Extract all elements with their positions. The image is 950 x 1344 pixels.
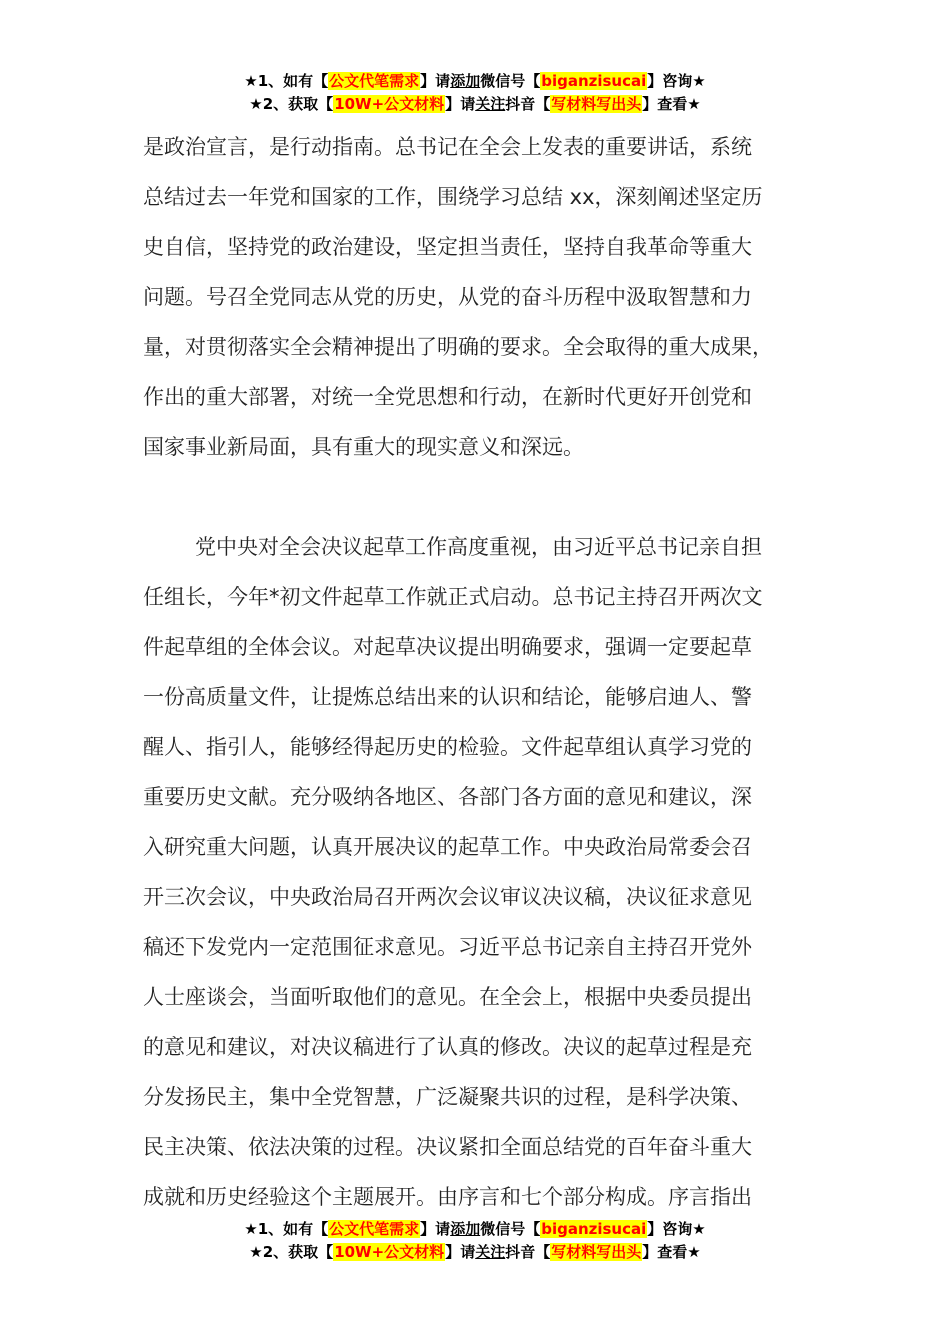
text-line: 的意见和建议，对决议稿进行了认真的修改。决议的起草过程是充: [143, 1035, 752, 1059]
text-line: 入研究重大问题，认真开展决议的起草工作。中央政治局常委会召: [143, 835, 752, 859]
paragraph-1: [143, 122, 823, 472]
text-line: 党中央对全会决议起草工作高度重视，由习近平总书记亲自担: [195, 535, 762, 559]
text-line: 重要历史文献。充分吸纳各地区、各部门各方面的意见和建议，深: [143, 785, 752, 809]
text-line: 一份高质量文件，让提炼总结出来的认识和结论，能够启迪人、警: [143, 685, 752, 709]
banner-highlight-wechat-id: biganzisucai: [541, 1220, 647, 1238]
banner-line-1: [0, 70, 950, 93]
text-line: 人士座谈会，当面听取他们的意见。在全会上，根据中央委员提出: [143, 985, 752, 1009]
text-line: 开三次会议，中央政治局召开两次会议审议决议稿，决议征求意见: [143, 885, 752, 909]
banner-highlight-wechat-id: biganzisucai: [541, 72, 647, 90]
text-line: 成就和历史经验这个主题展开。由序言和七个部分构成。序言指出: [143, 1185, 752, 1209]
banner-text: 】请: [420, 1220, 451, 1238]
banner-text: 】咨询★: [647, 72, 706, 90]
text-line: 分发扬民主，集中全党智慧，广泛凝聚共识的过程，是科学决策、: [143, 1085, 752, 1109]
text-line: 件起草组的全体会议。对起草决议提出明确要求，强调一定要起草: [143, 635, 752, 659]
banner-text: 抖音【: [505, 95, 551, 113]
banner-text: 】咨询★: [647, 1220, 706, 1238]
banner-highlight-service: 公文代笔需求: [329, 72, 420, 90]
text-line: 稿还下发党内一定范围征求意见。习近平总书记亲自主持召开党外: [143, 935, 752, 959]
text-line: 醒人、指引人，能够经得起历史的检验。文件起草组认真学习党的: [143, 735, 752, 759]
banner-highlight-materials: 10W+公文材料: [334, 1243, 445, 1261]
banner-emphasis: 关注: [475, 1243, 506, 1261]
banner-text: ★1、如有【: [244, 1220, 329, 1238]
banner-text: 】请: [420, 72, 451, 90]
text-line: 问题。号召全党同志从党的历史，从党的奋斗历程中汲取智慧和力: [143, 285, 752, 309]
banner-text: 】查看★: [642, 95, 701, 113]
banner-line-1: [0, 1218, 950, 1241]
text-line: 是政治宣言，是行动指南。总书记在全会上发表的重要讲话，系统: [143, 135, 752, 159]
banner-emphasis: 关注: [475, 95, 506, 113]
text-line: 作出的重大部署，对统一全党思想和行动，在新时代更好开创党和: [143, 385, 752, 409]
banner-highlight-service: 公文代笔需求: [329, 1220, 420, 1238]
banner-text: 】查看★: [642, 1243, 701, 1261]
banner-text: 】请: [445, 95, 476, 113]
banner-line-2: [0, 1241, 950, 1264]
banner-emphasis: 添加: [450, 1220, 481, 1238]
text-line: 任组长，今年*初文件起草工作就正式启动。总书记主持召开两次文: [143, 585, 763, 609]
banner-line-2: [0, 93, 950, 116]
header-banner: [0, 70, 950, 116]
text-line: 量，对贯彻落实全会精神提出了明确的要求。全会取得的重大成果，: [143, 335, 773, 359]
document-body: [143, 122, 823, 1222]
footer-banner: [0, 1218, 950, 1264]
banner-text: 抖音【: [505, 1243, 551, 1261]
banner-highlight-douyin: 写材料写出头: [551, 1243, 642, 1261]
banner-text: ★2、获取【: [249, 95, 334, 113]
banner-text: ★1、如有【: [244, 72, 329, 90]
paragraph-2: [143, 522, 823, 1222]
text-line: 国家事业新局面，具有重大的现实意义和深远。: [143, 435, 584, 459]
banner-emphasis: 添加: [450, 72, 481, 90]
text-line: 总结过去一年党和国家的工作，围绕学习总结 xx，深刻阐述坚定历: [143, 185, 763, 209]
banner-highlight-materials: 10W+公文材料: [334, 95, 445, 113]
banner-text: 微信号【: [480, 1220, 541, 1238]
text-line: 民主决策、依法决策的过程。决议紧扣全面总结党的百年奋斗重大: [143, 1135, 752, 1159]
banner-highlight-douyin: 写材料写出头: [551, 95, 642, 113]
banner-text: ★2、获取【: [249, 1243, 334, 1261]
banner-text: 】请: [445, 1243, 476, 1261]
text-line: 史自信，坚持党的政治建设，坚定担当责任，坚持自我革命等重大: [143, 235, 752, 259]
banner-text: 微信号【: [480, 72, 541, 90]
